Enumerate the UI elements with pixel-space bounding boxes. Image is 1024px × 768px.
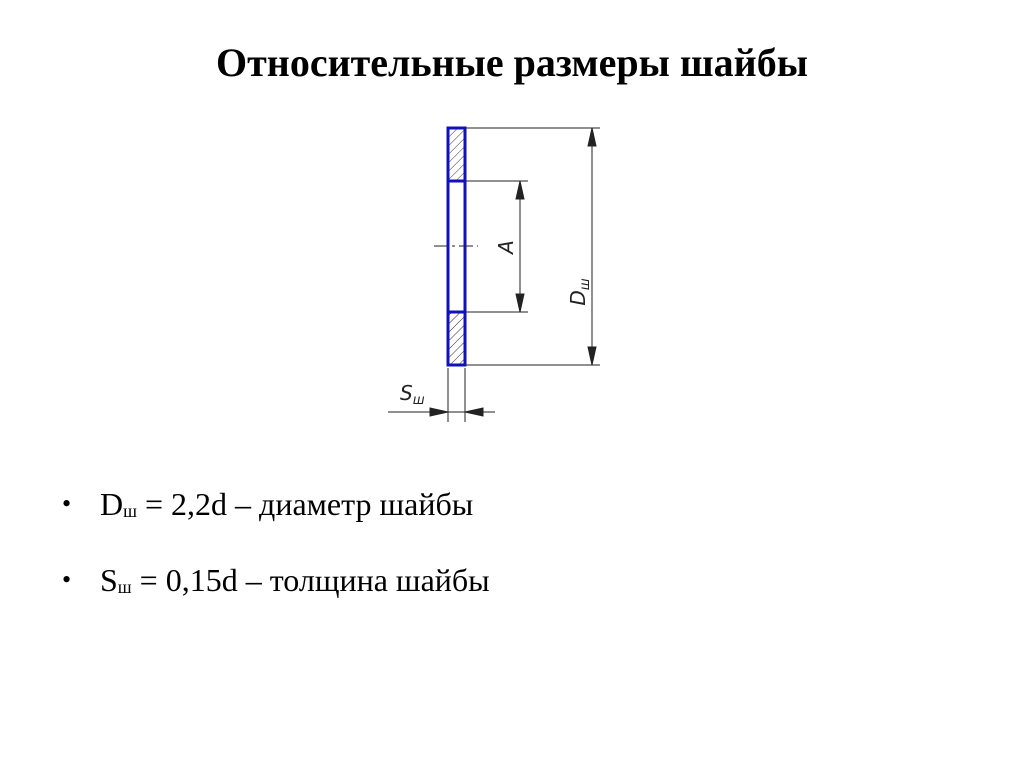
formula-definition: = 0,15d – толщина шайбы xyxy=(131,562,490,598)
formula-variable: S xyxy=(100,562,118,598)
formula-text xyxy=(100,558,490,609)
formula-subscript: ш xyxy=(117,577,132,597)
list-item xyxy=(62,482,962,526)
dimension-d xyxy=(588,128,596,365)
dimension-s xyxy=(388,408,495,416)
washer-section-top xyxy=(448,128,465,181)
formula-list xyxy=(62,482,962,634)
bullet-icon: • xyxy=(62,489,72,518)
formula-variable: D xyxy=(100,486,124,522)
label-s: $S_ш$ xyxy=(400,381,425,408)
extension-lines xyxy=(448,128,600,422)
formula-definition: = 2,2d – диаметр шайбы xyxy=(136,486,474,522)
formula-subscript: ш xyxy=(123,501,137,521)
slide-title: Относительные размеры шайбы xyxy=(216,40,808,85)
formula-text xyxy=(100,482,473,533)
washer-section-bottom xyxy=(448,312,465,365)
label-a: A xyxy=(494,240,518,254)
bullet-icon: • xyxy=(62,565,72,594)
label-d: $D_ш$ xyxy=(566,278,593,306)
list-item xyxy=(62,558,962,602)
